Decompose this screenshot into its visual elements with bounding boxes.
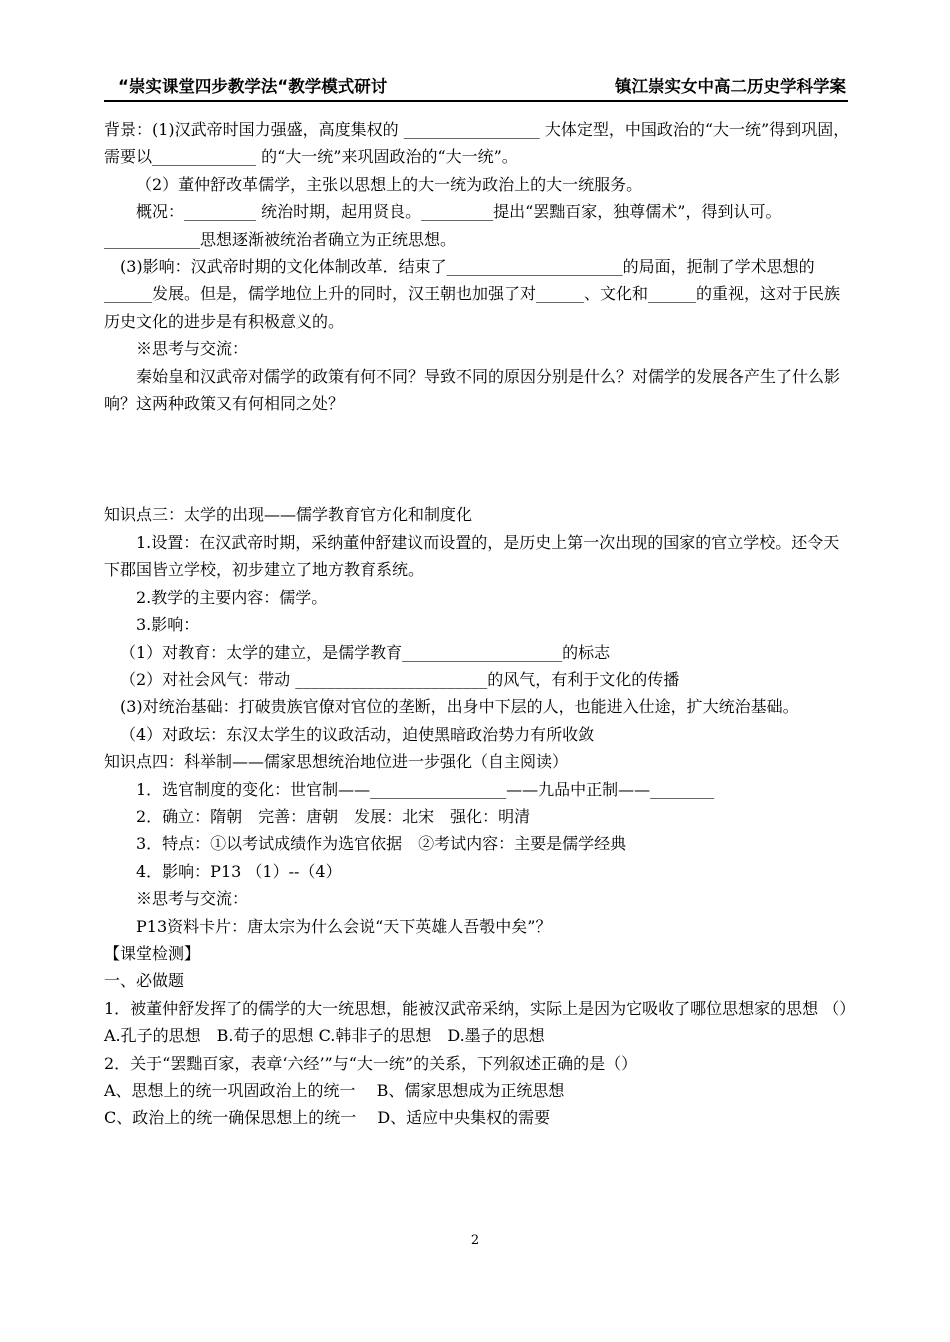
influence-politics: （4）对政坛：东汉太学生的议政活动，迫使黑暗政治势力有所收敛 xyxy=(120,724,595,744)
question-2: 2．关于“罢黜百家，表章‘六经’”与“大一统”的关系，下列叙述正确的是（） xyxy=(104,1053,638,1073)
keju-establish: 2．确立：隋朝 完善：唐朝 发展：北宋 强化：明清 xyxy=(136,806,531,826)
resource-card-question: P13资料卡片：唐太宗为什么会说“天下英雄人吾彀中矣”？ xyxy=(136,916,552,936)
answer-space xyxy=(104,417,850,501)
class-test-heading: 【课堂检测】 xyxy=(104,943,201,963)
keju-features: 3．特点：①以考试成绩作为选官依据 ②考试内容：主要是儒学经典 xyxy=(136,834,627,854)
influence-governance: (3)对统治基础：打破贵族官僚对官位的垄断，出身中下层的人，也能进入仕途，扩大统治基础。 xyxy=(120,697,799,717)
question-1-options: A.孔子的思想 B.荀子的思想 C.韩非子的思想 D.墨子的思想 xyxy=(104,1026,545,1046)
header-left-title: “崇实课堂四步教学法“教学模式研讨 xyxy=(118,77,388,96)
keju-influence: 4．影响：P13 （1）--（4） xyxy=(136,861,342,881)
overview-paragraph: 概况：_________ 统治时期，起用贤良。_________提出“罢黜百家，独尊儒术”，得到认可。____________思想逐渐被统治者确立为正统思想。 xyxy=(104,202,782,249)
background-paragraph: 背景：(1)汉武帝时国力强盛，高度集权的 _________________ 大体定型，中国政治的“大一统”得到巩固，需要以_____________ 的“大一统”来巩固政治的“大一统”。 xyxy=(104,120,850,167)
question-2-options-ab: A、思想上的统一巩固政治上的统一 B、儒家思想成为正统思想 xyxy=(104,1081,565,1100)
influence-paragraph: (3)影响：汉武帝时期的文化体制改革．结束了______________________的局面，扼制了学术思想的______发展。但是，儒学地位上升的同时，汉王朝也加强了对______、文化和______的重视，这对于民族历史文化的进步是有积极意义的。 xyxy=(104,257,841,331)
think-exchange-label: ※思考与交流： xyxy=(136,339,249,359)
knowledge-point-3-title: 知识点三：太学的出现——儒学教育官方化和制度化 xyxy=(104,505,473,525)
dongzhongshu-reform: （2）董仲舒改革儒学，主张以思想上的大一统为政治上的大一统服务。 xyxy=(136,174,643,194)
question-2-options-cd: C、政治上的统一确保思想上的统一 D、适应中央集权的需要 xyxy=(104,1108,551,1128)
discussion-question: 秦始皇和汉武帝对儒学的政策有何不同？导致不同的原因分别是什么？对儒学的发展各产生了什么影响？这两种政策又有何相同之处？ xyxy=(104,366,841,414)
knowledge-point-4-title: 知识点四：科举制——儒家思想统治地位进一步强化（自主阅读） xyxy=(104,752,569,772)
question-1: 1．被董仲舒发挥了的儒学的大一统思想，能被汉武帝采纳，实际上是因为它吸收了哪位思想家的思想 （） xyxy=(104,998,856,1018)
document-body xyxy=(104,116,856,1132)
taixue-content: 2.教学的主要内容：儒学。 xyxy=(136,587,328,607)
required-section-heading: 一、必做题 xyxy=(104,971,185,991)
influence-social: （2）对社会风气：带动 ________________________的风气，有利于文化的传播 xyxy=(120,669,680,689)
page-header xyxy=(104,76,848,102)
taixue-influence-label: 3.影响： xyxy=(136,615,200,635)
influence-education: （1）对教育：太学的建立，是儒学教育____________________的标志 xyxy=(120,642,611,662)
think-exchange-label-2: ※思考与交流： xyxy=(136,889,249,909)
keju-change: 1．选官制度的变化：世官制——_________________——九品中正制——________ xyxy=(136,779,715,799)
header-right-title: 镇江崇实女中高二历史学科学案 xyxy=(615,77,846,96)
page-number: 2 xyxy=(470,1233,480,1248)
taixue-setup: 1.设置：在汉武帝时期，采纳董仲舒建议而设置的，是历史上第一次出现的国家的官立学校。还令天下郡国皆立学校，初步建立了地方教育系统。 xyxy=(104,532,840,580)
